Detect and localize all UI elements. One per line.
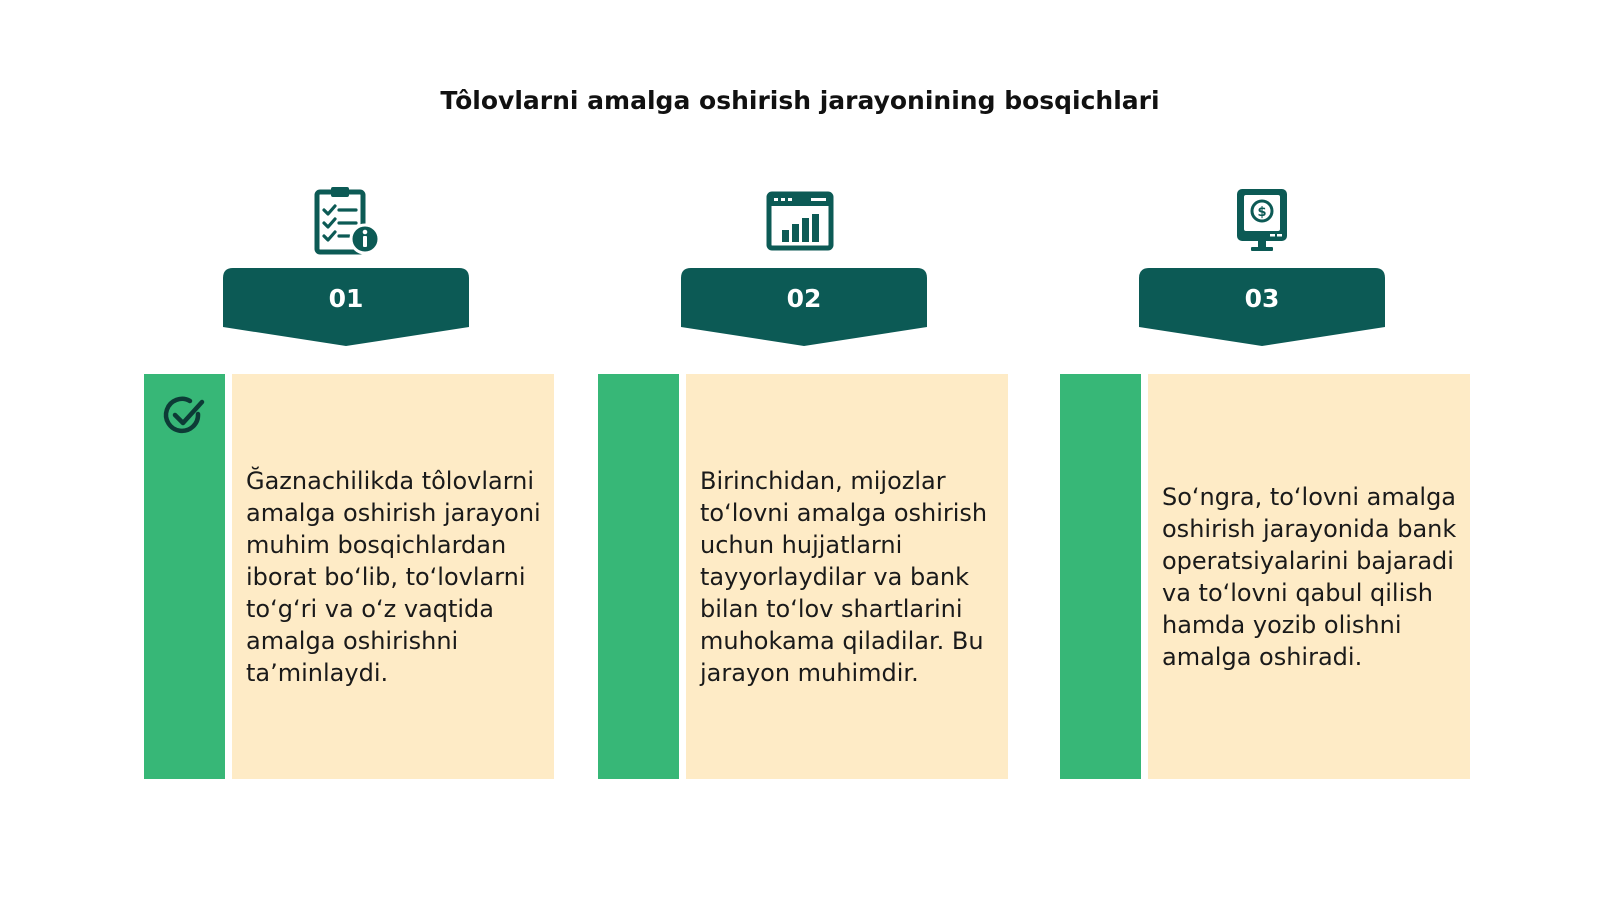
step-3-card [1148,374,1470,779]
step-2-badge [681,268,927,348]
clipboard-checklist-info-icon [307,186,387,256]
step-2-accent-bar [598,374,679,779]
step-2 [598,0,1008,900]
step-1 [144,0,554,900]
monitor-dollar-icon [1222,186,1302,256]
check-circle-icon [160,392,208,440]
step-3-description: So‘ngra, to‘lovni amalga oshirish jarayonida bank operatsiyalarini bajaradi va to‘lovni qabul qilish hamda yozib olishni amalga oshiradi. [1162,482,1457,671]
step-1-number: 01 [328,284,364,313]
step-3-accent-bar [1060,374,1141,779]
step-1-accent-bar [144,374,225,779]
page-title: Tôlovlarni amalga oshirish jarayonining bosqichlari [440,86,1160,115]
step-1-description: Ğaznachilikda tôlovlarni amalga oshirish jarayoni muhim bosqichlardan iborat bo‘lib, to‘lovlarni to‘g‘ri va o‘z vaqtida amalga oshirishni ta’minlaydi. [246,466,541,687]
step-1-badge [223,268,469,348]
bar-chart-window-icon [761,186,841,256]
step-1-card [232,374,554,779]
step-3-badge [1139,268,1385,348]
step-2-description: Birinchidan, mijozlar to‘lovni amalga oshirish uchun hujjatlarni tayyorlaydilar va bank bilan to‘lov shartlarini muhokama qiladilar. Bu jarayon muhimdir. [700,466,988,687]
step-2-number: 02 [786,284,822,313]
step-3 [1060,0,1470,900]
svg-text:$: $ [1257,205,1267,220]
step-3-number: 03 [1244,284,1280,313]
step-2-card [686,374,1008,779]
